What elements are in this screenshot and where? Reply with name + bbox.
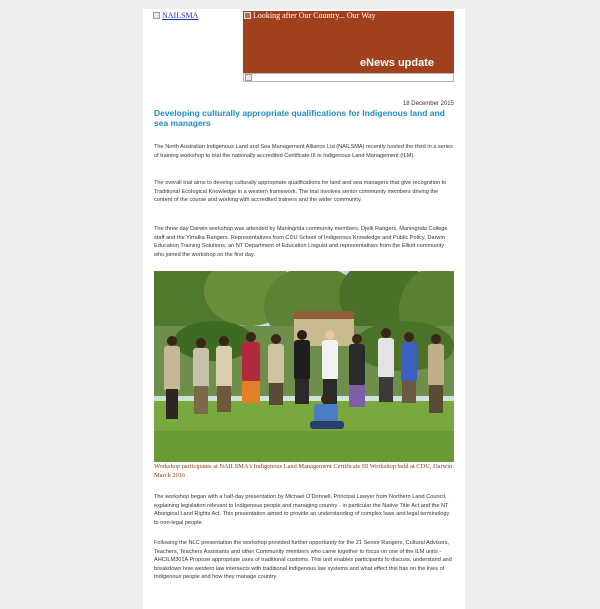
article-date: 18 December 2015 <box>402 101 454 107</box>
header-banner <box>243 11 454 73</box>
workshop-group-photo <box>154 271 454 462</box>
newsletter-page <box>143 9 465 609</box>
broken-image-icon <box>244 12 251 19</box>
article-paragraph: The three day Darwin workshop was attended by Maningrida community members, Djelk Rangers, Maningrida College staff and the Yirralka Rangers. Representatives from CDU School of Indigenous Knowledge and Public Policy, Darwin Education Training Solutions, an NT Department of Education Linguist and representatives from the Elliott community who joined the workshop on the first day. <box>154 226 448 258</box>
broken-image-icon <box>245 74 252 81</box>
group-photo-illustration <box>154 271 454 462</box>
broken-image-icon <box>153 12 160 19</box>
nailsma-logo-link[interactable] <box>153 11 198 20</box>
banner-title: eNews update <box>360 57 434 69</box>
article-paragraph: The North Australian Indigenous Land and Sea Management Alliance Ltd (NAILSMA) recently hosted the third in a series of training workshop to trial the nationally accredited Certificate III in Indigenous Land Management (ILM). <box>154 144 453 159</box>
article-paragraph: The overall trial aims to develop culturally appropriate qualifications for land and sea managers that give recognition to Traditional Ecological Knowledge in a western framework. The trial involves senior community members driving the content of the course and working with accredited trainers and the wider community. <box>154 180 447 204</box>
photo-caption: Workshop participants at NAILSMA's Indigenous Land Management Certificate III Workshop held at CDU, Darwin March 2016 <box>154 463 453 479</box>
article-paragraph: The workshop began with a half-day presentation by Michael O'Donnell, Principal Lawyer from Northern Land Council, explaining legislation relevant to Indigenous people and managing country - in particular the Native Title Act and the NT Aboriginal Land Rights Act. This presentation aimed to provide an understanding of complex laws and legal terminology to non-legal people. <box>154 494 450 526</box>
banner-image-alt <box>244 11 376 20</box>
logo-alt-text: NAILSMA <box>162 11 199 20</box>
banner-alt-text: Looking after Our Country... Our Way <box>253 11 376 20</box>
article-paragraph: Following the NLC presentation the workshop provided further opportunity for the 21 Senior Rangers, Cultural Advisors, Teachers, Teachers Assistants and other Community members who came together to focus on one of the ILM units - AHCILM301A Propose appropriate uses of traditional customs. This unit enables participants to discuss, understand and breakdown how western law intersects with traditional Indigenous law systems and what effect this has on the lives of Indigenous people and how they manage country. <box>154 540 452 581</box>
banner-image-strip <box>243 73 454 82</box>
article-headline: Developing culturally appropriate qualifications for Indigenous land and sea managers <box>154 108 445 128</box>
